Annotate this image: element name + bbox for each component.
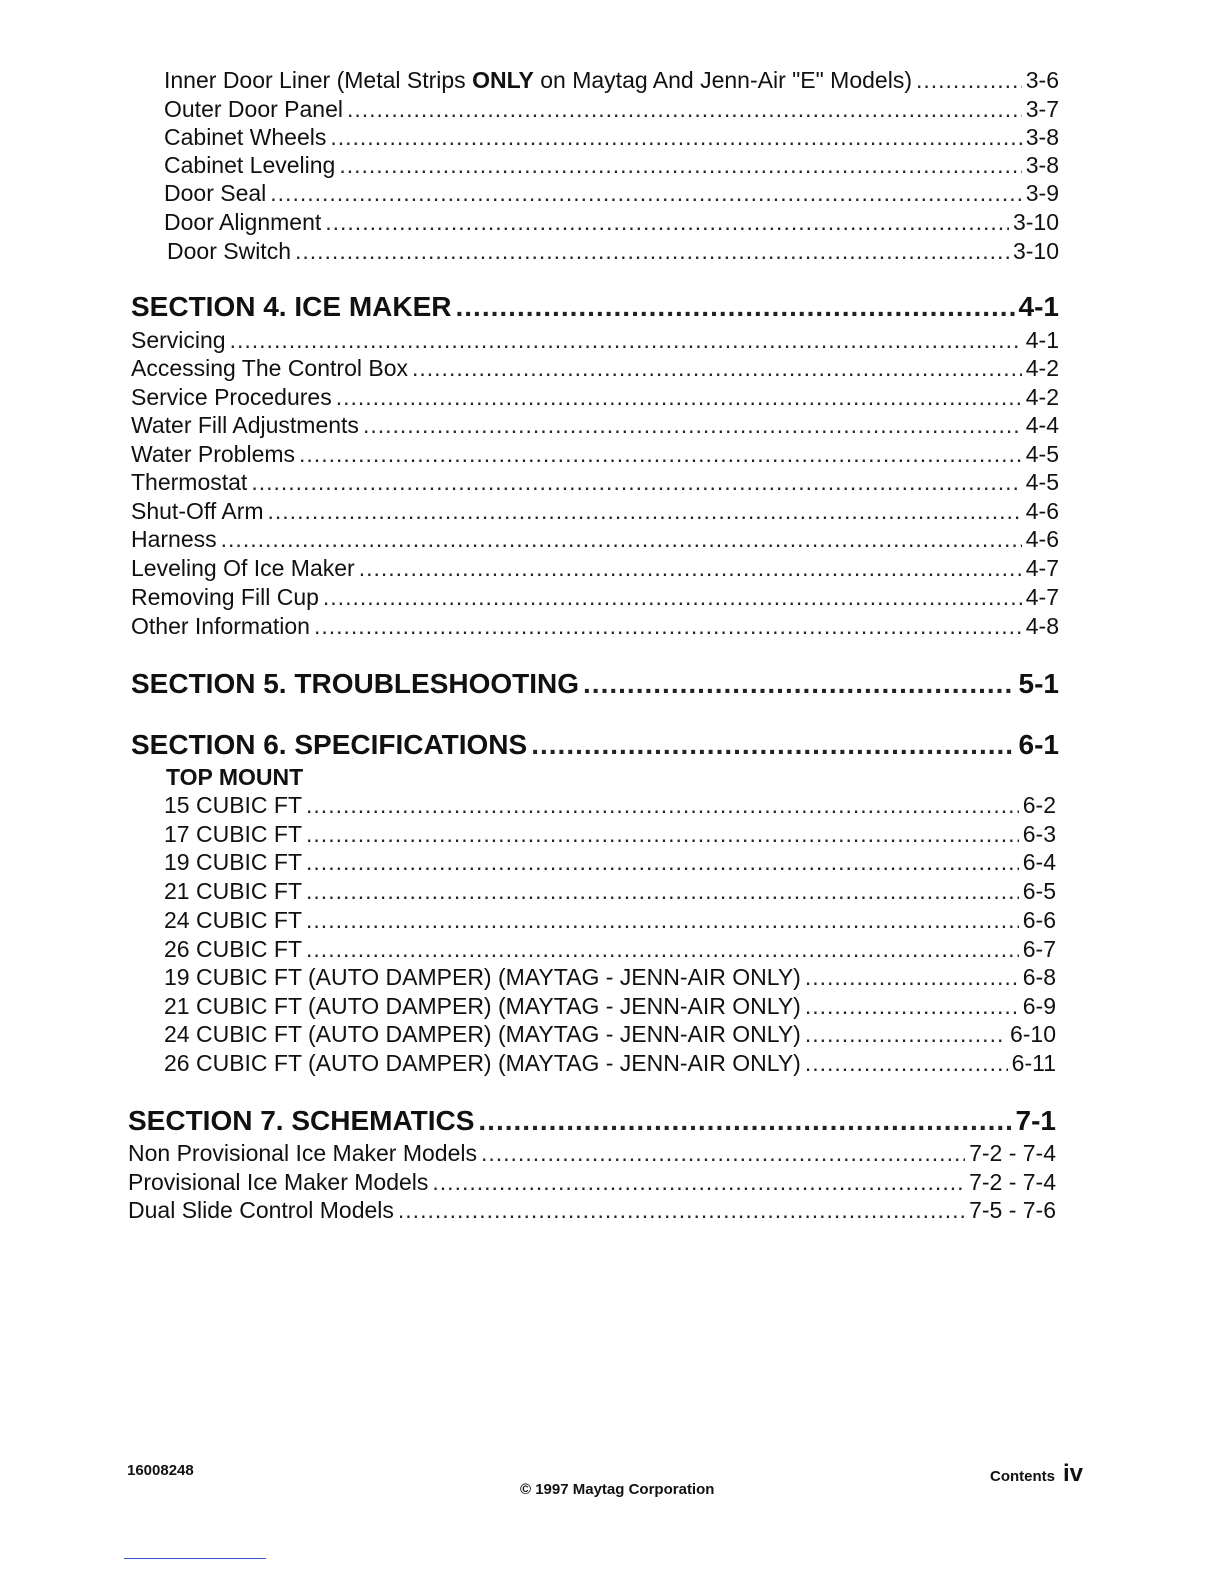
toc-entry-title: Shut-Off Arm <box>131 498 264 524</box>
dot-leader <box>230 326 1022 354</box>
toc-entry-page: 3-6 <box>1025 67 1059 93</box>
dot-leader <box>306 820 1019 848</box>
dot-leader <box>221 525 1022 553</box>
toc-entry[interactable] <box>164 906 1056 934</box>
dot-leader <box>268 497 1022 525</box>
dot-leader <box>325 208 1009 236</box>
toc-entry[interactable] <box>164 877 1056 905</box>
toc-entry-title: 19 CUBIC FT <box>164 849 303 875</box>
dot-leader <box>270 179 1021 207</box>
toc-entry-page: 6-11 <box>1011 1050 1056 1076</box>
toc-entry[interactable] <box>128 1139 1056 1167</box>
dot-leader <box>805 963 1019 991</box>
dot-leader <box>336 383 1022 411</box>
toc-entry-page: 7-2 - 7-4 <box>969 1140 1056 1166</box>
section-page: 6-1 <box>1018 729 1059 760</box>
toc-entry[interactable] <box>131 612 1059 640</box>
copyright: © 1997 Maytag Corporation <box>520 1481 715 1498</box>
toc-entry-title: Water Fill Adjustments <box>131 412 359 438</box>
doc-number: 16008248 <box>127 1462 194 1479</box>
toc-entry-title: Accessing The Control Box <box>131 355 408 381</box>
dot-leader <box>481 1139 965 1167</box>
section-title: SECTION 6. SPECIFICATIONS <box>131 729 528 760</box>
toc-entry-title: Non Provisional Ice Maker Models <box>128 1140 477 1166</box>
toc-entry-title: Door Switch <box>167 238 291 264</box>
dot-leader <box>251 468 1021 496</box>
toc-entry[interactable] <box>164 848 1056 876</box>
toc-entry-title: Door Alignment <box>164 209 322 235</box>
section-heading-troubleshooting[interactable] <box>131 667 1059 701</box>
toc-entry[interactable] <box>131 497 1059 525</box>
dot-leader <box>412 354 1022 382</box>
page-numeral: iv <box>1063 1460 1084 1487</box>
toc-entry[interactable] <box>167 237 1059 265</box>
toc-entry-page: 6-6 <box>1022 907 1056 933</box>
section-page: 5-1 <box>1018 668 1059 699</box>
toc-entry-title: Inner Door Liner (Metal Strips ONLY on Maytag And Jenn-Air "E" Models) <box>164 67 912 93</box>
toc-entry[interactable] <box>164 791 1056 819</box>
toc-entry-title: Door Seal <box>164 180 267 206</box>
toc-entry-inner-door-liner[interactable] <box>164 66 1059 94</box>
toc-entry-title: Cabinet Leveling <box>164 152 336 178</box>
subheading-top-mount: TOP MOUNT <box>166 764 304 790</box>
toc-entry-title: Harness <box>131 526 217 552</box>
toc-entry-page: 6-9 <box>1022 993 1056 1019</box>
toc-entry-title: 24 CUBIC FT <box>164 907 303 933</box>
dot-leader <box>583 667 1015 701</box>
toc-entry-page: 7-5 - 7-6 <box>969 1197 1056 1223</box>
toc-entry-page: 4-8 <box>1025 613 1059 639</box>
toc-entry-title: 21 CUBIC FT (AUTO DAMPER) (MAYTAG - JENN-AIR ONLY) <box>164 993 801 1019</box>
toc-entry[interactable] <box>131 383 1059 411</box>
section-page: 7-1 <box>1015 1105 1056 1136</box>
toc-entry-page: 3-8 <box>1025 124 1059 150</box>
toc-entry[interactable] <box>164 935 1056 963</box>
dot-leader <box>432 1168 965 1196</box>
dot-leader <box>323 583 1022 611</box>
toc-entry[interactable] <box>164 963 1056 991</box>
toc-entry[interactable] <box>128 1196 1056 1224</box>
dot-leader <box>306 877 1019 905</box>
toc-entry-title: 17 CUBIC FT <box>164 821 303 847</box>
toc-entry[interactable] <box>131 554 1059 582</box>
toc-entry-page: 4-7 <box>1025 555 1059 581</box>
toc-entry[interactable] <box>164 208 1059 236</box>
toc-entry-title: Removing Fill Cup <box>131 584 319 610</box>
toc-entry[interactable] <box>164 95 1059 123</box>
toc-entry[interactable] <box>131 468 1059 496</box>
toc-entry[interactable] <box>131 411 1059 439</box>
toc-entry[interactable] <box>164 992 1056 1020</box>
toc-entry-page: 3-10 <box>1012 238 1059 264</box>
dot-leader <box>916 66 1022 94</box>
toc-entry-title: Thermostat <box>131 469 248 495</box>
toc-entry[interactable] <box>131 354 1059 382</box>
toc-entry-title: 19 CUBIC FT (AUTO DAMPER) (MAYTAG - JENN-AIR ONLY) <box>164 964 801 990</box>
toc-entry-page: 6-10 <box>1009 1021 1056 1047</box>
section-title: SECTION 7. SCHEMATICS <box>128 1105 475 1136</box>
toc-entry-page: 6-7 <box>1022 936 1056 962</box>
dot-leader <box>805 992 1019 1020</box>
toc-entry-page: 3-8 <box>1025 152 1059 178</box>
page-footer-label <box>990 1460 1083 1488</box>
toc-entry-title: Outer Door Panel <box>164 96 343 122</box>
toc-entry[interactable] <box>164 820 1056 848</box>
dot-leader <box>531 728 1014 762</box>
toc-entry-title: 21 CUBIC FT <box>164 878 303 904</box>
toc-entry-title: Leveling Of Ice Maker <box>131 555 355 581</box>
toc-entry[interactable] <box>131 440 1059 468</box>
toc-entry[interactable] <box>164 1049 1056 1077</box>
dot-leader <box>306 935 1019 963</box>
dot-leader <box>805 1020 1006 1048</box>
dot-leader <box>306 906 1019 934</box>
toc-entry-page: 6-8 <box>1022 964 1056 990</box>
toc-entry-page: 4-1 <box>1025 327 1059 353</box>
dot-leader <box>314 612 1022 640</box>
toc-entry-title: 24 CUBIC FT (AUTO DAMPER) (MAYTAG - JENN-AIR ONLY) <box>164 1021 801 1047</box>
toc-entry[interactable] <box>164 1020 1056 1048</box>
dot-leader <box>805 1049 1008 1077</box>
dot-leader <box>306 848 1019 876</box>
toc-entry-page: 4-2 <box>1025 355 1059 381</box>
dot-leader <box>478 1104 1011 1138</box>
dot-leader <box>295 237 1009 265</box>
toc-entry[interactable] <box>164 151 1059 179</box>
toc-entry-page: 6-3 <box>1022 821 1056 847</box>
toc-entry-title: 26 CUBIC FT (AUTO DAMPER) (MAYTAG - JENN-AIR ONLY) <box>164 1050 801 1076</box>
contents-label: Contents <box>990 1468 1055 1485</box>
toc-entry-page: 4-5 <box>1025 469 1059 495</box>
toc-entry-page: 7-2 - 7-4 <box>969 1169 1056 1195</box>
toc-entry-title: Other Information <box>131 613 310 639</box>
toc-entry-title: 26 CUBIC FT <box>164 936 303 962</box>
toc-entry[interactable] <box>131 583 1059 611</box>
dot-leader <box>306 791 1019 819</box>
toc-entry-page: 6-2 <box>1022 792 1056 818</box>
toc-entry-title: Servicing <box>131 327 226 353</box>
toc-entry-page: 6-4 <box>1022 849 1056 875</box>
toc-entry-title: Provisional Ice Maker Models <box>128 1169 429 1195</box>
toc-entry[interactable] <box>164 179 1059 207</box>
dot-leader <box>339 151 1021 179</box>
dot-leader <box>330 123 1021 151</box>
toc-entry-title: Service Procedures <box>131 384 332 410</box>
toc-entry-title: 15 CUBIC FT <box>164 792 303 818</box>
toc-entry[interactable] <box>128 1168 1056 1196</box>
toc-entry-page: 3-10 <box>1012 209 1059 235</box>
dot-leader <box>347 95 1022 123</box>
toc-entry-page: 3-9 <box>1025 180 1059 206</box>
toc-entry[interactable] <box>131 326 1059 354</box>
section-heading-schematics[interactable] <box>128 1104 1056 1138</box>
toc-entry-title: Dual Slide Control Models <box>128 1197 394 1223</box>
footer-rule <box>124 1558 266 1559</box>
section-heading-ice-maker[interactable] <box>131 290 1059 324</box>
toc-entry-title: Water Problems <box>131 441 296 467</box>
toc-entry[interactable] <box>164 123 1059 151</box>
dot-leader <box>299 440 1022 468</box>
toc-entry-page: 4-2 <box>1025 384 1059 410</box>
toc-entry[interactable] <box>131 525 1059 553</box>
section-title: SECTION 4. ICE MAKER <box>131 291 452 322</box>
dot-leader <box>455 290 1014 324</box>
toc-entry-page: 4-5 <box>1025 441 1059 467</box>
dot-leader <box>398 1196 965 1224</box>
toc-entry-title: Cabinet Wheels <box>164 124 327 150</box>
dot-leader <box>359 554 1022 582</box>
section-page: 4-1 <box>1018 291 1059 322</box>
section-heading-specifications[interactable] <box>131 728 1059 762</box>
toc-entry-page: 4-4 <box>1025 412 1059 438</box>
dot-leader <box>363 411 1022 439</box>
toc-entry-page: 6-5 <box>1022 878 1056 904</box>
toc-entry-page: 4-6 <box>1025 526 1059 552</box>
toc-entry-page: 4-7 <box>1025 584 1059 610</box>
section-title: SECTION 5. TROUBLESHOOTING <box>131 668 580 699</box>
toc-entry-page: 3-7 <box>1025 96 1059 122</box>
toc-entry-page: 4-6 <box>1025 498 1059 524</box>
